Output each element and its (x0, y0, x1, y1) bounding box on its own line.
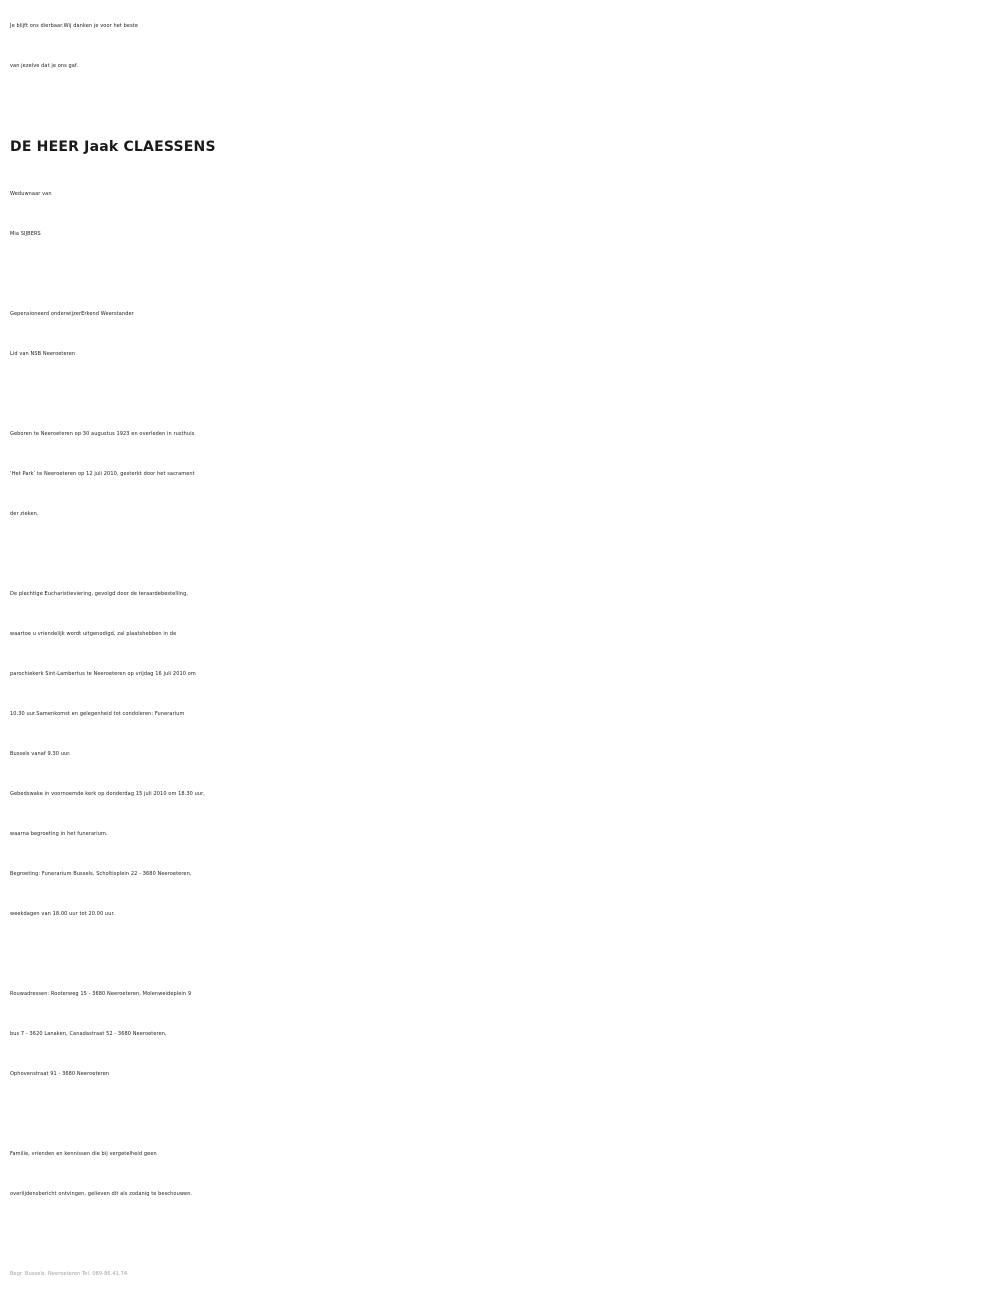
paragraph-line: Geboren te Neeroeteren op 30 augustus 1923 en overleden in rusthuis (10, 431, 195, 437)
paragraph-line: 10.30 uur.Samenkomst en gelegenheid tot condoleren: Funerarium (10, 711, 185, 717)
paragraph-line: Bussels vanaf 9.30 uur. (10, 751, 71, 757)
paragraph-line: bus 7 - 3620 Lanaken, Canadastraat 52 - 3680 Neeroeteren, (10, 1031, 167, 1037)
relation-line: Weduwnaar van (10, 191, 52, 197)
paragraph-line: ‘Het Park’ te Neeroeteren op 12 juli 2010, gesterkt door het sacrament (10, 471, 195, 477)
notice-paragraph (10, 1134, 995, 1214)
paragraph-line: Ophovenstraat 91 - 3680 Neeroeteren (10, 1071, 110, 1077)
addresses-paragraph (10, 974, 995, 1094)
footer (10, 1254, 995, 1294)
paragraph-line: overlijdensbericht ontvingen, gelieven dit als zodanig te beschouwen. (10, 1191, 193, 1197)
titles-line: Gepensioneerd onderwijzerErkend Weerstander (10, 311, 134, 317)
deceased-name: DE HEER Jaak CLAESSENS (10, 139, 216, 155)
ceremony-paragraph (10, 574, 995, 934)
paragraph-line: Gebedswake in voornoemde kerk op donderdag 15 juli 2010 om 18.30 uur, (10, 791, 205, 797)
intro-verse (10, 6, 995, 86)
obituary-notice (10, 6, 995, 1294)
titles-line: Lid van NSB Neeroeteren (10, 351, 76, 357)
paragraph-line: parochiekerk Sint-Lambertus te Neeroeteren op vrijdag 16 juli 2010 om (10, 671, 196, 677)
paragraph-line: De plechtige Eucharistieviering, gevolgd door de teraardebestelling, (10, 591, 189, 597)
intro-line: van jezelve dat je ons gaf. (10, 63, 79, 69)
paragraph-line: Familie, vrienden en kennissen die bij vergetelheid geen (10, 1151, 157, 1157)
intro-line: Je blijft ons dierbaar.Wij danken je voor het beste (10, 23, 139, 29)
paragraph-line: Begroeting: Funerarium Bussels, Scholtisplein 22 - 3680 Neeroeteren, (10, 871, 192, 877)
footer-text: Begr. Bussels, Neeroeteren Tel. 089-86.41.74. (10, 1271, 129, 1277)
paragraph-line: der zieken. (10, 511, 39, 517)
relation-line: Mia SIJBERS (10, 231, 41, 237)
relation-block (10, 174, 995, 254)
paragraph-line: Rouwadressen: Rooterweg 15 - 3680 Neeroeteren, Molenweideplein 9 (10, 991, 192, 997)
paragraph-line: waarna begroeting in het funerarium. (10, 831, 108, 837)
titles-block (10, 294, 995, 374)
paragraph-line: weekdagen van 18.00 uur tot 20.00 uur. (10, 911, 115, 917)
paragraph-line: waartoe u vriendelijk wordt uitgenodigd, zal plaatshebben in de (10, 631, 177, 637)
birth-death-paragraph (10, 414, 995, 534)
